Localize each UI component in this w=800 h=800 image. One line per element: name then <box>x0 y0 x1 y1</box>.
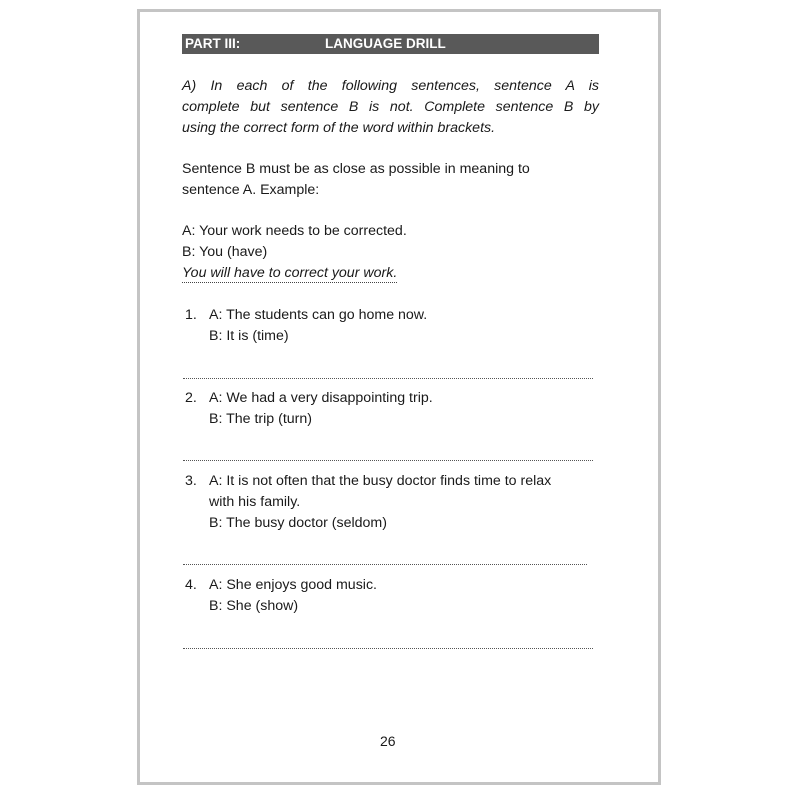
note-line: sentence A. Example: <box>182 182 320 198</box>
part-label: PART III: <box>185 36 241 51</box>
question-number: 2. <box>185 390 197 406</box>
example-sentence-b: B: You (have) <box>182 244 268 260</box>
answer-line[interactable] <box>183 378 593 379</box>
example-answer <box>182 263 397 284</box>
question-number: 3. <box>185 473 197 489</box>
question-number: 4. <box>185 577 197 593</box>
answer-line[interactable] <box>183 648 593 649</box>
section-title: LANGUAGE DRILL <box>325 36 446 51</box>
question-sentence-b: B: It is (time) <box>209 328 289 344</box>
question-sentence-b: B: She (show) <box>209 598 299 614</box>
question-sentence-a-cont: with his family. <box>209 494 301 510</box>
instruction-line: complete but sentence B is not. Complete sentence B by <box>182 99 599 115</box>
example-answer-text: You will have to correct your work. <box>182 265 398 281</box>
question-sentence-a: A: We had a very disappointing trip. <box>209 390 433 406</box>
instruction-line: using the correct form of the word within brackets. <box>182 120 496 136</box>
answer-line[interactable] <box>183 564 587 565</box>
question-sentence-a: A: The students can go home now. <box>209 307 428 323</box>
page-number: 26 <box>380 733 396 749</box>
example-sentence-a: A: Your work needs to be corrected. <box>182 223 407 239</box>
answer-line[interactable] <box>183 460 593 461</box>
section-header <box>182 34 599 54</box>
question-sentence-a: A: It is not often that the busy doctor finds time to relax <box>209 473 552 489</box>
question-number: 1. <box>185 307 197 323</box>
question-sentence-b: B: The trip (turn) <box>209 411 313 427</box>
instructions <box>182 76 599 139</box>
question-sentence-b: B: The busy doctor (seldom) <box>209 515 387 531</box>
instruction-line: A) In each of the following sentences, sentence A is <box>182 78 599 94</box>
question-sentence-a: A: She enjoys good music. <box>209 577 377 593</box>
note-line: Sentence B must be as close as possible in meaning to <box>182 161 530 177</box>
